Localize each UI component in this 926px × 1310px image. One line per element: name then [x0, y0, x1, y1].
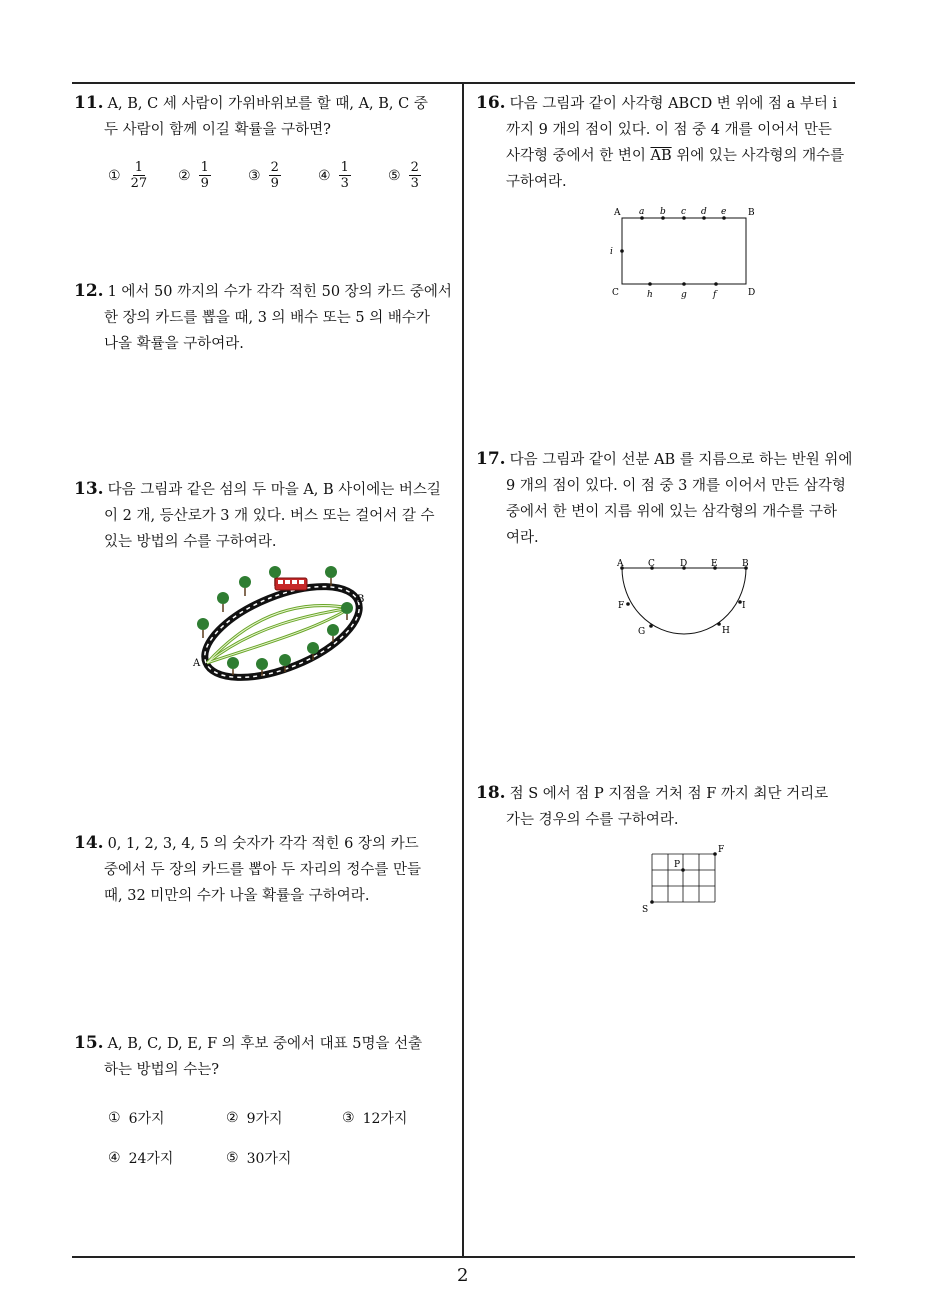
choice-3[interactable]	[248, 160, 281, 191]
village-b-label: B	[357, 594, 365, 605]
numerator: 1	[134, 160, 143, 175]
question-16	[476, 90, 844, 195]
choice-4[interactable]	[318, 160, 351, 191]
numerator: 1	[200, 160, 209, 175]
island-figure	[185, 560, 380, 700]
choice-4[interactable]	[108, 1148, 173, 1168]
point-label: H	[722, 626, 730, 636]
end-label: F	[718, 845, 725, 855]
question-text: 구하여라.	[506, 174, 567, 190]
fraction	[409, 160, 421, 191]
point-label: F	[618, 601, 625, 611]
bus-icon	[275, 578, 307, 590]
choice-3[interactable]	[342, 1108, 407, 1128]
choice-2[interactable]	[178, 160, 211, 191]
denominator: 27	[130, 176, 148, 191]
choice-mark: ④	[108, 1150, 121, 1166]
denominator: 3	[340, 176, 349, 191]
point-label: h	[647, 290, 653, 300]
choice-text: 12가지	[362, 1111, 408, 1127]
point-label: g	[681, 290, 687, 300]
via-label: P	[674, 860, 681, 870]
rectangle-abcd	[622, 218, 746, 284]
choice-1[interactable]	[108, 160, 149, 191]
segment-ab: $\overline{AB}$	[650, 148, 672, 164]
question-text: 한 장의 카드를 뽑을 때, 3 의 배수 또는 5 의 배수가	[104, 310, 430, 326]
question-number: 17.	[476, 449, 506, 469]
point-label: e	[721, 207, 727, 217]
numerator: 2	[270, 160, 279, 175]
question-text: 사각형 중에서 한 변이	[506, 148, 646, 164]
point-label: b	[660, 207, 666, 217]
corner-d-label: D	[748, 288, 756, 298]
question-text: 위에 있는 사각형의 개수를	[676, 148, 845, 164]
question-text: A, B, C 세 사람이 가위바위보를 할 때, A, B, C 중	[107, 96, 428, 112]
point-label: a	[639, 207, 645, 217]
question-18	[476, 780, 828, 833]
question-number: 11.	[74, 93, 104, 113]
question-text: 있는 방법의 수를 구하여라.	[104, 534, 277, 550]
choice-5[interactable]	[388, 160, 421, 191]
question-text: 이 2 개, 등산로가 3 개 있다. 버스 또는 걸어서 갈 수	[104, 508, 435, 524]
question-text: 나올 확률을 구하여라.	[104, 336, 244, 352]
question-11	[74, 90, 428, 143]
choice-mark: ①	[108, 167, 121, 184]
choice-mark: ⑤	[388, 167, 401, 184]
denominator: 9	[270, 176, 279, 191]
point-label: E	[711, 559, 718, 569]
question-text: 까지 9 개의 점이 있다. 이 점 중 4 개를 이어서 만든	[506, 122, 832, 138]
semicircle-figure	[610, 556, 760, 646]
question-text: 9 개의 점이 있다. 이 점 중 3 개를 이어서 만든 삼각형	[506, 478, 846, 494]
q11-choices	[108, 160, 458, 200]
question-15	[74, 1030, 422, 1083]
question-12	[74, 278, 452, 357]
choice-mark: ④	[318, 167, 331, 184]
choice-text: 24가지	[128, 1151, 174, 1167]
denominator: 9	[200, 176, 209, 191]
fraction	[339, 160, 351, 191]
corner-b-label: B	[748, 208, 755, 218]
numerator: 1	[340, 160, 349, 175]
grid-figure	[636, 840, 736, 916]
fraction	[129, 160, 150, 191]
question-text: 다음 그림과 같이 선분 AB 를 지름으로 하는 반원 위에	[509, 452, 853, 468]
question-text: 두 사람이 함께 이길 확률을 구하면?	[104, 122, 331, 138]
column-divider	[462, 82, 464, 1257]
point-label: f	[713, 290, 717, 300]
corner-c-label: C	[612, 288, 619, 298]
page-number: 2	[457, 1265, 469, 1286]
choice-mark: ②	[226, 1110, 239, 1126]
question-number: 16.	[476, 93, 506, 113]
point-label: A	[617, 559, 624, 569]
question-number: 15.	[74, 1033, 104, 1053]
question-number: 18.	[476, 783, 506, 803]
question-number: 12.	[74, 281, 104, 301]
question-13	[74, 476, 441, 555]
point-label: c	[681, 207, 687, 217]
question-text: 중에서 한 변이 지름 위에 있는 삼각형의 개수를 구하	[506, 504, 838, 520]
choice-text: 30가지	[246, 1151, 292, 1167]
choice-text: 9가지	[246, 1111, 283, 1127]
village-a-label: A	[193, 658, 201, 669]
fraction	[269, 160, 281, 191]
start-label: S	[642, 905, 649, 915]
question-text: 때, 32 미만의 수가 나올 확률을 구하여라.	[104, 888, 370, 904]
choice-mark: ③	[342, 1110, 355, 1126]
question-text: A, B, C, D, E, F 의 후보 중에서 대표 5명을 선출	[107, 1036, 423, 1052]
question-text: 점 S 에서 점 P 지점을 거처 점 F 까지 최단 거리로	[509, 786, 829, 802]
point-label: D	[680, 559, 688, 569]
question-number: 14.	[74, 833, 104, 853]
choice-mark: ②	[178, 167, 191, 184]
point-label: G	[638, 627, 646, 637]
choice-5[interactable]	[226, 1148, 291, 1168]
point-label: B	[742, 559, 749, 569]
question-17	[476, 446, 852, 551]
question-14	[74, 830, 421, 909]
question-text: 가는 경우의 수를 구하여라.	[506, 812, 679, 828]
question-text: 여라.	[506, 530, 539, 546]
hiking-trail-3	[207, 608, 350, 663]
point-label: C	[648, 559, 655, 569]
question-text: 하는 방법의 수는?	[104, 1062, 220, 1078]
bottom-rule	[72, 1256, 855, 1258]
choice-mark: ①	[108, 1110, 121, 1126]
choice-2[interactable]	[226, 1108, 283, 1128]
question-number: 13.	[74, 479, 104, 499]
point-label: d	[701, 207, 707, 217]
corner-a-label: A	[614, 208, 621, 218]
question-text: 다음 그림과 같이 사각형 ABCD 변 위에 점 a 부터 i	[509, 96, 838, 112]
point-label: i	[610, 247, 613, 257]
question-text: 1 에서 50 까지의 수가 각각 적힌 50 장의 카드 중에서	[107, 284, 452, 300]
street-grid	[652, 854, 715, 902]
question-text: 중에서 두 장의 카드를 뽑아 두 자리의 정수를 만들	[104, 862, 422, 878]
denominator: 3	[410, 176, 419, 191]
question-text: 다음 그림과 같은 섬의 두 마을 A, B 사이에는 버스길	[107, 482, 441, 498]
choice-mark: ⑤	[226, 1150, 239, 1166]
q15-choices	[108, 1108, 448, 1168]
rectangle-figure	[604, 202, 764, 302]
numerator: 2	[410, 160, 419, 175]
point-label: I	[742, 601, 746, 611]
choice-mark: ③	[248, 167, 261, 184]
semicircle-arc	[622, 568, 746, 634]
fraction	[199, 160, 211, 191]
question-text: 0, 1, 2, 3, 4, 5 의 숫자가 각각 적힌 6 장의 카드	[107, 836, 419, 852]
choice-text: 6가지	[128, 1111, 165, 1127]
top-rule	[72, 82, 855, 84]
choice-1[interactable]	[108, 1108, 165, 1128]
